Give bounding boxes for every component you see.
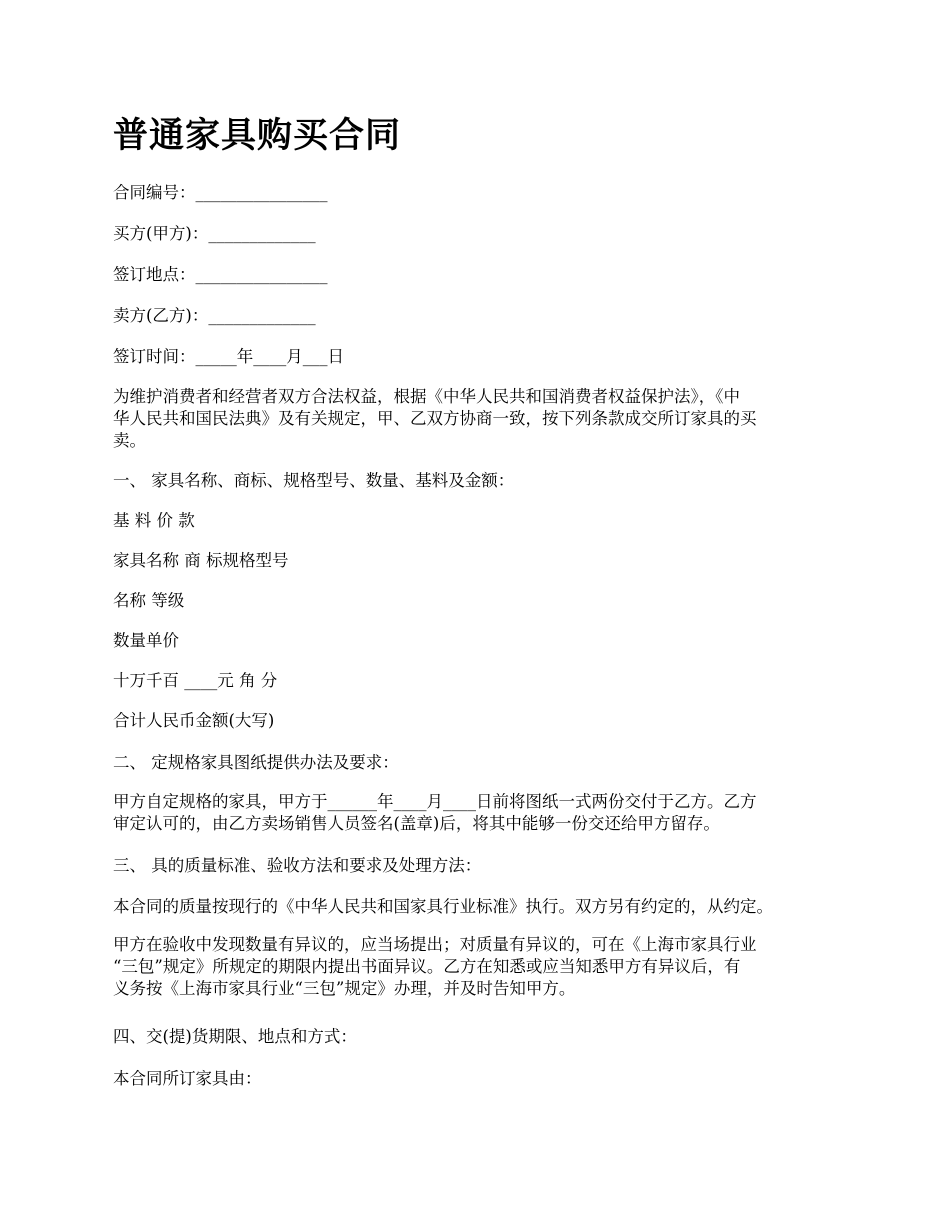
seller-field: 卖方(乙方)：_____________: [113, 306, 316, 325]
section-2-line: 甲方自定规格的家具，甲方于______年____月____日前将图纸一式两份交付于乙方。乙方: [113, 792, 757, 811]
section-3-line: 义务按《上海市家具行业“三包”规定》办理，并及时告知甲方。: [113, 979, 576, 998]
section-2-heading: 二、 定规格家具图纸提供办法及要求：: [113, 753, 399, 772]
signing-place-field: 签订地点：________________: [113, 265, 328, 284]
section-1-line: 数量单价: [113, 631, 179, 650]
section-1-line: 十万千百 ____元 角 分: [113, 671, 278, 690]
section-2-line: 审定认可的，由乙方卖场销售人员签名(盖章)后，将其中能够一份交还给甲方留存。: [113, 814, 720, 833]
section-3-inspection-paragraph: [113, 934, 843, 1000]
intro-paragraph: [113, 386, 843, 452]
section-3-heading: 三、 具的质量标准、验收方法和要求及处理方法：: [113, 856, 482, 875]
signing-date-field: 签订时间：_____年____月___日: [113, 347, 344, 366]
contract-number-field: 合同编号：________________: [113, 183, 328, 202]
section-3-quality-standard: 本合同的质量按现行的《中华人民共和国家具行业标准》执行。双方另有约定的，从约定。: [113, 897, 773, 916]
section-2-paragraph: [113, 791, 843, 835]
section-3-line: 甲方在验收中发现数量有异议的，应当场提出；对质量有异议的，可在《上海市家具行业: [113, 935, 757, 954]
intro-line: 华人民共和国民法典》及有关规定，甲、乙双方协商一致，按下列条款成交所订家具的买: [113, 409, 757, 428]
intro-line: 为维护消费者和经营者双方合法权益，根据《中华人民共和国消费者权益保护法》，《中: [113, 387, 740, 406]
intro-line: 卖。: [113, 431, 146, 450]
section-1-line: 基 料 价 款: [113, 511, 195, 530]
document-title: 普通家具购买合同: [113, 115, 402, 156]
section-4-heading: 四、交(提)货期限、地点和方式：: [113, 1027, 357, 1046]
section-1-heading: 一、 家具名称、商标、规格型号、数量、基料及金额：: [113, 471, 515, 490]
section-4-line: 本合同所订家具由：: [113, 1069, 262, 1088]
section-1-line: 家具名称 商 标规格型号: [113, 551, 289, 570]
section-1-line: 合计人民币金额(大写): [113, 711, 275, 730]
buyer-field: 买方(甲方)：_____________: [113, 224, 316, 243]
section-1-line: 名称 等级: [113, 591, 185, 610]
section-3-line: “三包”规定》所规定的期限内提出书面异议。乙方在知悉或应当知悉甲方有异议后，有: [113, 957, 741, 976]
